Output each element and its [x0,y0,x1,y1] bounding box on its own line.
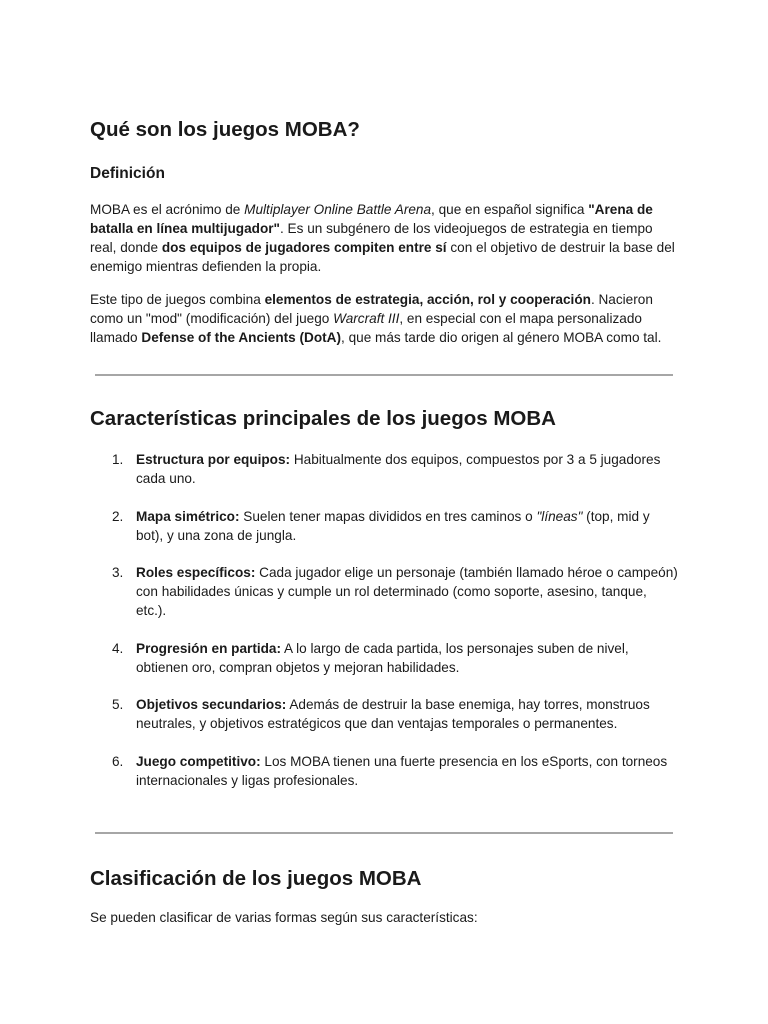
section-subtitle-definicion: Definición [90,165,165,182]
list-item [90,695,680,733]
list-number: 2. [112,508,124,524]
text-run: , en especial con el mapa personalizado llamado [90,311,642,345]
features-list [90,450,680,808]
text-run: . Nacieron como un "mod" (modificación) del juego [90,292,653,326]
section-title-clasificacion: Clasificación de los juegos MOBA [90,867,422,890]
text-run-bold: elementos de estrategia, acción, rol y cooperación [264,292,591,307]
text-run-italic: Multiplayer Online Battle Arena [244,202,432,217]
text-run: , que más tarde dio origen al género MOBA como tal. [341,330,662,345]
list-item [90,450,680,488]
list-item-heading: Juego competitivo: [136,753,261,769]
list-item [90,563,680,620]
list-item-text: Suelen tener mapas divididos en tres caminos o [239,508,537,524]
list-item-heading: Objetivos secundarios: [136,697,287,712]
section-title-caracteristicas: Características principales de los juegos MOBA [90,407,556,430]
section-divider [95,832,673,834]
list-item-heading: Estructura por equipos: [136,452,291,467]
list-item-heading: Progresión en partida: [136,640,282,656]
page-title: Qué son los juegos MOBA? [90,118,360,141]
text-run: Este tipo de juegos combina [90,292,265,307]
list-item-heading: Roles específicos: [136,565,256,580]
classification-intro: Se pueden clasificar de varias formas según sus características: [90,910,478,925]
text-run-italic: Warcraft III [333,311,400,326]
list-item-text: (top, mid y bot), y una zona de jungla. [136,508,650,543]
list-item [90,507,680,545]
text-run-bold: Defense of the Ancients (DotA) [141,330,342,345]
section-divider [95,374,673,376]
text-run: , que en español significa [431,202,589,217]
list-item-heading: Mapa simétrico: [136,508,240,524]
text-run: MOBA es el acrónimo de [90,202,245,217]
origin-paragraph [90,290,680,347]
list-item [90,639,680,677]
list-item-text: Cada jugador elige un personaje (también llamado héroe o campeón) con habilidades únicas y cumple un rol determinado (como soporte, asesino, tanque, etc.). [136,565,678,618]
list-item-text: Habitualmente dos equipos, compuestos por 3 a 5 jugadores cada uno. [136,452,661,486]
list-item-text: Además de destruir la base enemiga, hay torres, monstruos neutrales, y objetivos estratégicos que dan ventajas temporales o permanentes. [136,697,650,731]
list-item-text: Los MOBA tienen una fuerte presencia en los eSports, con torneos internacionales y ligas profesionales. [136,753,668,788]
list-item-italic: "líneas" [536,508,583,524]
list-number: 6. [112,753,124,769]
list-item-text: A lo largo de cada partida, los personajes suben de nivel, obtienen oro, compran objetos y mejoran habilidades. [136,640,629,675]
list-number: 1. [112,452,124,467]
list-number: 5. [112,697,124,712]
definition-paragraph [90,200,680,276]
text-run-bold: dos equipos de jugadores compiten entre sí [161,240,447,255]
text-run-bold: "Arena de batalla en línea multijugador" [90,202,653,236]
text-run: . Es un subgénero de los videojuegos de estrategia en tiempo real, donde [90,221,653,255]
text-run: con el objetivo de destruir la base del enemigo mientras defienden la propia. [90,240,675,274]
list-number: 4. [112,640,124,656]
list-item [90,752,680,790]
list-number: 3. [112,565,124,580]
